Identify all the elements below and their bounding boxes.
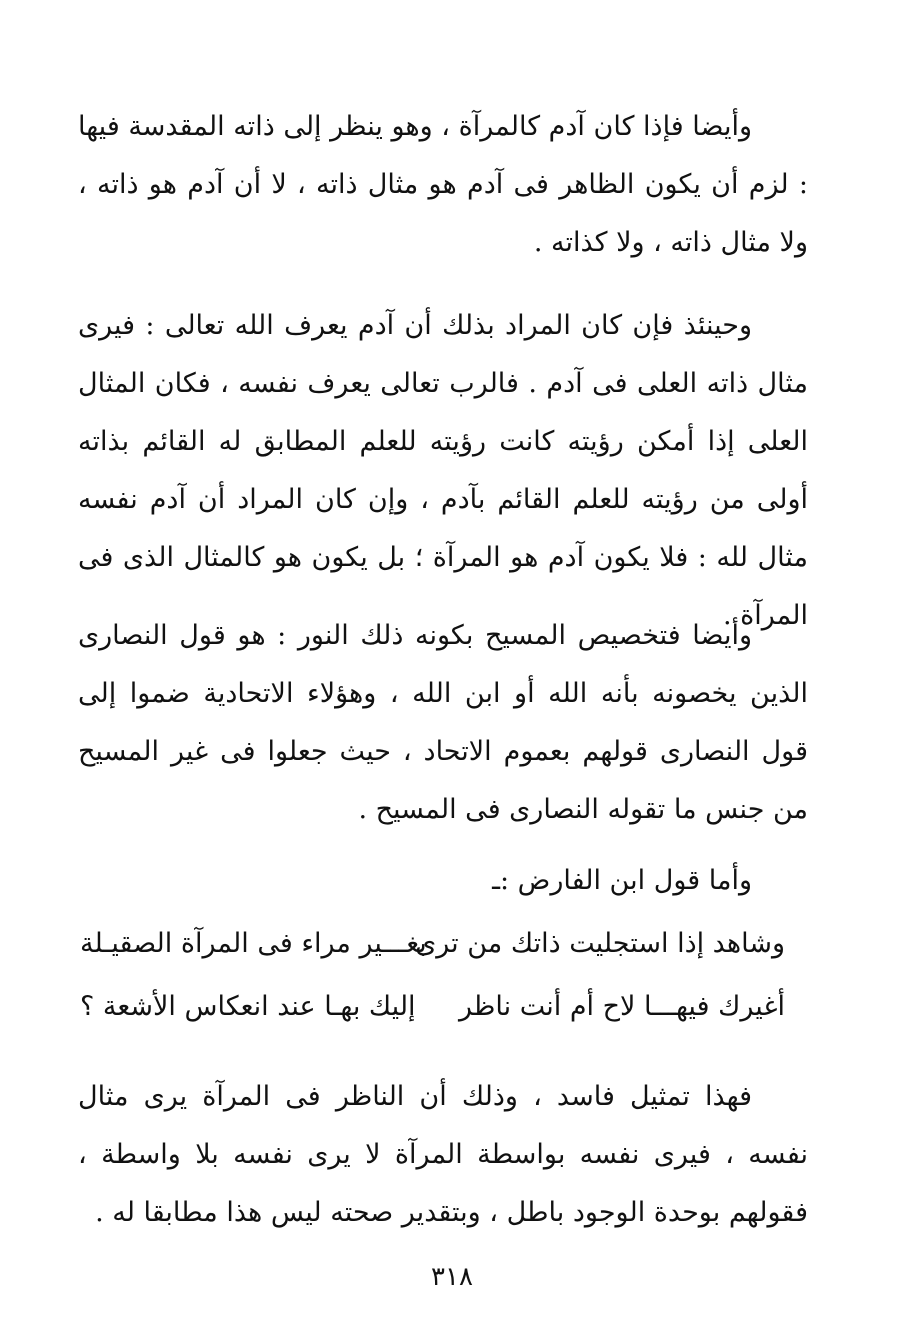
page-number: ٣١٨ bbox=[431, 1262, 473, 1292]
verse-1-first-hemistich: وشاهد إذا استجليت ذاتك من ترى bbox=[415, 928, 785, 959]
verse-2-first-hemistich: أغيرك فيهـــا لاح أم أنت ناظر bbox=[459, 991, 785, 1022]
paragraph-mirror-adam: وأيضا فإذا كان آدم كالمرآة ، وهو ينظر إلى ذاته المقدسة فيها : لزم أن يكون الظاهر فى آدم هو مثال ذاته ، لا أن آدم هو ذاته ، ولا مثال ذاته ، ولا كذاته . bbox=[78, 111, 808, 258]
paragraph-christ: وأيضا فتخصيص المسيح بكونه ذلك النور : هو قول النصارى الذين يخصونه بأنه الله أو ابن الله ، وهؤلاء الاتحادية ضموا إلى قول النصارى قولهم بعموم الاتحاد ، حيث جعلوا فى غير المسيح من جنس ما تقوله النصارى فى المسيح . bbox=[78, 620, 808, 825]
poem-verse-2 bbox=[80, 977, 785, 1037]
paragraph-ibn-farid-intro: وأما قول ابن الفارض :ـ bbox=[492, 865, 752, 896]
verse-1-second-hemistich: بغـــير مراء فى المرآة الصقيـلة bbox=[80, 928, 427, 959]
paragraph-meaning: وحينئذ فإن كان المراد بذلك أن آدم يعرف الله تعالى : فيرى مثال ذاته العلى فى آدم . فالرب تعالى يعرف نفسه ، فكان المثال العلى إذا أمكن رؤيته كانت رؤيته للعلم المطابق له القائم بذاته أولى من رؤيته للعلم القائم بآدم ، وإن كان المراد أن آدم نفسه مثال لله : فلا يكون آدم هو المرآة ؛ بل يكون هو كالمثال الذى فى المرآة . bbox=[78, 310, 808, 631]
verse-2-second-hemistich: إليك بهـا عند انعكاس الأشعة ؟ bbox=[80, 991, 416, 1022]
poem-verse-1 bbox=[80, 914, 785, 974]
paragraph-conclusion: فهذا تمثيل فاسد ، وذلك أن الناظر فى المرآة يرى مثال نفسه ، فيرى نفسه بواسطة المرآة لا يرى نفسه بلا واسطة ، فقولهم بوحدة الوجود باطل ، وبتقدير صحته ليس هذا مطابقا له . bbox=[78, 1081, 808, 1228]
